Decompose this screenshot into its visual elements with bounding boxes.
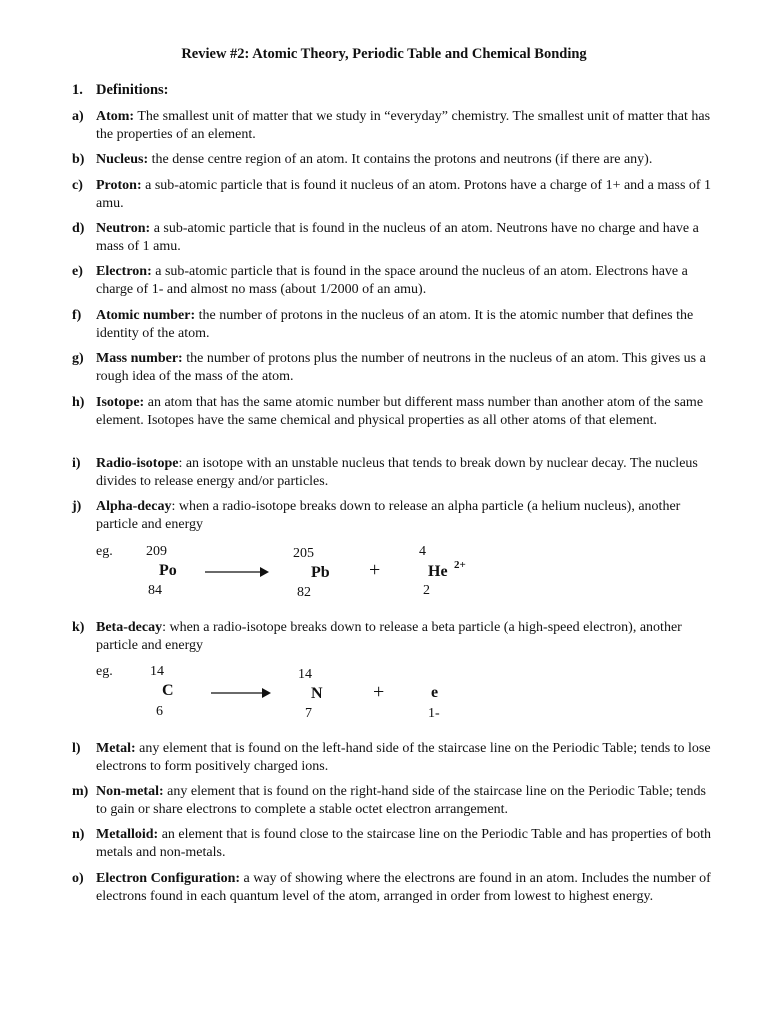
item-text: an element that is found close to the staircase line on the Periodic Table and has properties of both metals and non-metals. [96,827,711,860]
plus-sign: + [373,681,385,703]
definition-alpha-decay [72,498,718,534]
item-letter: l) [72,741,81,756]
section-title: Definitions: [96,82,169,98]
example-label: eg. [96,544,113,559]
item-term: Proton: [96,178,142,193]
item-letter: g) [72,351,84,366]
definition-beta-decay [72,619,718,655]
reactant-mass-number: 209 [146,544,167,559]
reactant-mass-number: 14 [150,664,164,679]
item-text: The smallest unit of matter that we study in “everyday” chemistry. The smallest unit of matter that has the properties of an element. [96,109,711,142]
item-term: Metalloid: [96,827,159,842]
item-letter: e) [72,264,83,279]
item-letter: h) [72,395,85,410]
item-letter: b) [72,152,85,167]
item-text: a sub-atomic particle that is found it nucleus of an atom. Protons have a charge of 1+ and a mass of 1 amu. [96,178,712,211]
item-term: Isotope: [96,395,145,410]
reactant-symbol: C [162,682,174,699]
product-atomic-number: 7 [305,706,312,721]
reaction-arrow-icon [210,686,272,700]
definition-non-metal [72,783,718,819]
page-title: Review #2: Atomic Theory, Periodic Table and Chemical Bonding [181,46,587,62]
item-letter: d) [72,221,85,236]
example-label: eg. [96,664,113,679]
product-mass-number: 205 [293,546,314,561]
item-text: the number of protons in the nucleus of an atom. It is the atomic number that defines the identity of the atom. [96,308,694,341]
item-letter: m) [72,784,89,799]
item-text: the number of protons plus the number of neutrons in the nucleus of an atom. This gives us a rough idea of the mass of the atom. [96,351,706,384]
item-text: a way of showing where the electrons are found in an atom. Includes the number of electrons found in each quantum level of the atom, arranged in order from lowest to highest energy. [96,871,711,904]
item-letter: j) [72,499,82,514]
definition-isotope [72,394,718,430]
item-text: : when a radio-isotope breaks down to release a beta particle (a high-speed electron), another particle and energy [96,620,682,653]
helium-atomic-number: 2 [423,583,430,598]
product-atomic-number: 82 [297,585,311,600]
definition-neutron [72,220,718,256]
product-symbol: N [311,685,323,702]
definition-electron-configuration [72,870,718,906]
item-letter: k) [72,620,85,635]
reaction-arrow-icon [204,565,270,579]
plus-sign: + [369,559,381,581]
item-term: Alpha-decay [96,499,172,514]
item-letter: i) [72,456,81,471]
helium-symbol: He [428,563,448,580]
item-text: : an isotope with an unstable nucleus that tends to break down by nuclear decay. The nucleus divides to release energy and/or particles. [96,456,698,489]
beta-decay-equation [0,661,768,731]
electron-symbol: e [431,684,439,701]
item-term: Electron: [96,264,152,279]
item-term: Metal: [96,741,136,756]
helium-mass-number: 4 [419,544,426,559]
electron-charge: 1- [428,706,440,721]
item-text: : when a radio-isotope breaks down to release an alpha particle (a helium nucleus), another particle and energy [96,499,681,532]
item-text: a sub-atomic particle that is found in the nucleus of an atom. Neutrons have no charge and have a mass of 1 amu. [96,221,699,254]
helium-charge: 2+ [454,559,466,571]
item-term: Atom: [96,109,135,124]
section-heading [72,82,169,99]
reactant-atomic-number: 6 [156,704,163,719]
definition-atomic-number [72,307,718,343]
item-letter: f) [72,308,82,323]
section-number: 1. [72,82,83,98]
reactant-atomic-number: 84 [148,583,162,598]
definition-nucleus [72,151,718,169]
definition-proton [72,177,718,213]
product-mass-number: 14 [298,667,312,682]
item-text: any element that is found on the right-hand side of the staircase line on the Periodic Table; tends to gain or share electrons to complete a stable octet electron arrangement. [96,784,706,817]
definition-mass-number [72,350,718,386]
item-text: any element that is found on the left-hand side of the staircase line on the Periodic Table; tends to lose electrons to form positively charged ions. [96,741,711,774]
definition-radio-isotope [72,455,718,491]
reactant-symbol: Po [159,562,177,579]
item-letter: n) [72,827,85,842]
definition-electron [72,263,718,299]
item-text: a sub-atomic particle that is found in the space around the nucleus of an atom. Electrons have a charge of 1- and almost no mass (about 1/2000 of an amu). [96,264,688,297]
item-term: Beta-decay [96,620,163,635]
item-term: Atomic number: [96,308,196,323]
item-letter: c) [72,178,83,193]
definition-atom [72,108,718,144]
item-letter: o) [72,871,84,886]
item-text: an atom that has the same atomic number but different mass number than another atom of the same element. Isotopes have the same chemical and physical properties as all other atoms of that element. [96,395,704,428]
item-term: Nucleus: [96,152,149,167]
definition-metal [72,740,718,776]
item-term: Radio-isotope [96,456,179,471]
item-term: Neutron: [96,221,151,236]
item-term: Mass number: [96,351,183,366]
item-text: the dense centre region of an atom. It contains the protons and neutrons (if there are any). [148,152,653,167]
item-term: Non-metal: [96,784,164,799]
alpha-decay-equation [0,540,768,610]
item-letter: a) [72,109,84,124]
definition-metalloid [72,826,718,862]
product-symbol: Pb [311,564,330,581]
item-term: Electron Configuration: [96,871,241,886]
